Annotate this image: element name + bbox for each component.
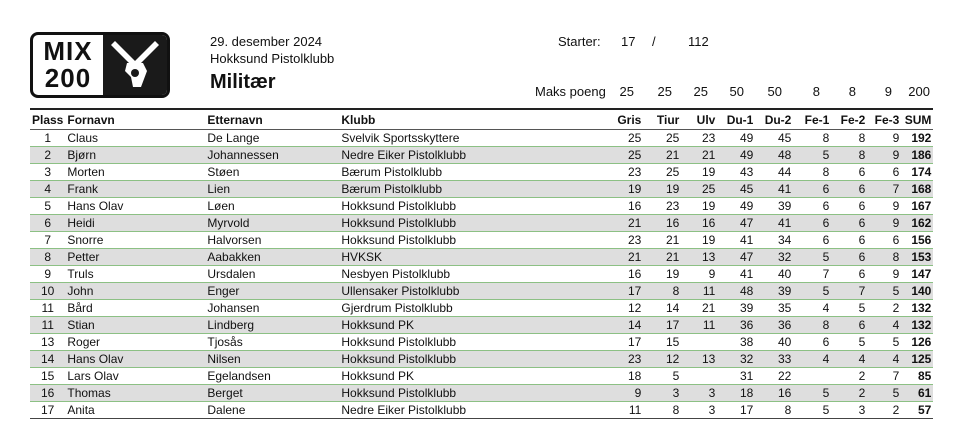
cell-fornavn: Bjørn — [65, 147, 205, 164]
cell-plass: 1 — [30, 130, 65, 147]
table-row — [30, 334, 933, 351]
maks-tiur: 25 — [657, 84, 672, 99]
table-row — [30, 130, 933, 147]
cell-du-2: 44 — [755, 164, 793, 181]
cell-gris: 17 — [607, 283, 643, 300]
cell-sum: 174 — [901, 164, 933, 181]
maks-ulv: 25 — [693, 84, 708, 99]
cell-etternavn: De Lange — [205, 130, 339, 147]
cell-etternavn: Lien — [205, 181, 339, 198]
cell-plass: 11 — [30, 317, 65, 334]
cell-tiur: 19 — [643, 181, 681, 198]
cell-fe-2: 2 — [831, 368, 867, 385]
cell-klubb: Hokksund PK — [339, 368, 607, 385]
cell-gris: 23 — [607, 351, 643, 368]
cell-tiur: 25 — [643, 164, 681, 181]
cell-etternavn: Egelandsen — [205, 368, 339, 385]
cell-etternavn: Myrvold — [205, 215, 339, 232]
cell-etternavn: Tjosås — [205, 334, 339, 351]
cell-fornavn: Petter — [65, 249, 205, 266]
cell-fe-1 — [793, 368, 831, 385]
cell-klubb: Bærum Pistolklubb — [339, 181, 607, 198]
cell-ulv: 9 — [681, 266, 717, 283]
cell-sum: 162 — [901, 215, 933, 232]
maks-sum: 200 — [908, 84, 930, 99]
cell-plass: 8 — [30, 249, 65, 266]
cell-fe-2: 6 — [831, 198, 867, 215]
cell-du-1: 32 — [717, 351, 755, 368]
cell-etternavn: Dalene — [205, 402, 339, 419]
column-header-sum: SUM — [901, 109, 933, 130]
cell-sum: 140 — [901, 283, 933, 300]
cell-sum: 156 — [901, 232, 933, 249]
cell-tiur: 19 — [643, 266, 681, 283]
cell-fe-2: 6 — [831, 266, 867, 283]
cell-fe-1: 5 — [793, 249, 831, 266]
cell-du-1: 31 — [717, 368, 755, 385]
cell-fe-2: 6 — [831, 249, 867, 266]
cell-du-1: 47 — [717, 215, 755, 232]
cell-sum: 132 — [901, 300, 933, 317]
cell-plass: 15 — [30, 368, 65, 385]
cell-fornavn: Hans Olav — [65, 351, 205, 368]
cell-ulv: 11 — [681, 283, 717, 300]
cell-gris: 23 — [607, 164, 643, 181]
cell-fornavn: Stian — [65, 317, 205, 334]
cell-klubb: Ullensaker Pistolklubb — [339, 283, 607, 300]
cell-ulv — [681, 368, 717, 385]
cell-plass: 3 — [30, 164, 65, 181]
maks-du-1: 50 — [729, 84, 744, 99]
cell-du-2: 8 — [755, 402, 793, 419]
cell-fe-2: 6 — [831, 164, 867, 181]
cell-fe-2: 5 — [831, 300, 867, 317]
cell-fe-2: 5 — [831, 334, 867, 351]
column-header-gris: Gris — [607, 109, 643, 130]
starter-total: 112 — [688, 34, 709, 49]
cell-du-2: 39 — [755, 198, 793, 215]
cell-fornavn: Snorre — [65, 232, 205, 249]
cell-du-2: 39 — [755, 283, 793, 300]
cell-du-2: 35 — [755, 300, 793, 317]
column-header-du-2: Du-2 — [755, 109, 793, 130]
cell-ulv: 13 — [681, 249, 717, 266]
column-header-du-1: Du-1 — [717, 109, 755, 130]
table-row — [30, 283, 933, 300]
table-row — [30, 300, 933, 317]
cell-fe-3: 9 — [867, 215, 901, 232]
cell-gris: 14 — [607, 317, 643, 334]
cell-plass: 13 — [30, 334, 65, 351]
cell-fe-3: 9 — [867, 266, 901, 283]
cell-klubb: Bærum Pistolklubb — [339, 164, 607, 181]
cell-fornavn: Heidi — [65, 215, 205, 232]
maks-du-2: 50 — [767, 84, 782, 99]
cell-du-2: 40 — [755, 334, 793, 351]
table-row — [30, 181, 933, 198]
cell-gris: 16 — [607, 266, 643, 283]
results-table — [30, 108, 933, 419]
table-row — [30, 249, 933, 266]
cell-plass: 7 — [30, 232, 65, 249]
column-header-ulv: Ulv — [681, 109, 717, 130]
cell-etternavn: Berget — [205, 385, 339, 402]
cell-fe-2: 8 — [831, 130, 867, 147]
column-header-klubb: Klubb — [339, 109, 607, 130]
cell-plass: 6 — [30, 215, 65, 232]
cell-fe-3: 5 — [867, 283, 901, 300]
column-header-fornavn: Fornavn — [65, 109, 205, 130]
cell-fornavn: Frank — [65, 181, 205, 198]
maks-fe-2: 8 — [848, 84, 856, 99]
cell-fornavn: Claus — [65, 130, 205, 147]
table-header-row — [30, 109, 933, 130]
cell-sum: 57 — [901, 402, 933, 419]
cell-plass: 17 — [30, 402, 65, 419]
cell-etternavn: Ursdalen — [205, 266, 339, 283]
cell-fe-1: 5 — [793, 402, 831, 419]
cell-fe-2: 4 — [831, 351, 867, 368]
cell-etternavn: Støen — [205, 164, 339, 181]
cell-fornavn: Thomas — [65, 385, 205, 402]
cell-du-1: 47 — [717, 249, 755, 266]
cell-fe-1: 7 — [793, 266, 831, 283]
cell-tiur: 16 — [643, 215, 681, 232]
maks-fe-1: 8 — [812, 84, 820, 99]
cell-fe-3: 6 — [867, 164, 901, 181]
cell-ulv: 16 — [681, 215, 717, 232]
table-row — [30, 351, 933, 368]
cell-tiur: 21 — [643, 232, 681, 249]
cell-gris: 21 — [607, 215, 643, 232]
cell-plass: 4 — [30, 181, 65, 198]
cell-plass: 2 — [30, 147, 65, 164]
cell-fe-3: 2 — [867, 402, 901, 419]
cell-sum: 167 — [901, 198, 933, 215]
cell-sum: 186 — [901, 147, 933, 164]
cell-ulv: 21 — [681, 147, 717, 164]
cell-klubb: Nedre Eiker Pistolklubb — [339, 402, 607, 419]
cell-fe-3: 5 — [867, 334, 901, 351]
cell-sum: 85 — [901, 368, 933, 385]
cell-du-1: 48 — [717, 283, 755, 300]
cell-du-1: 38 — [717, 334, 755, 351]
cell-fe-2: 6 — [831, 317, 867, 334]
cell-gris: 23 — [607, 232, 643, 249]
cell-fe-1: 5 — [793, 147, 831, 164]
cell-fe-1: 5 — [793, 385, 831, 402]
cell-ulv: 3 — [681, 385, 717, 402]
cell-du-1: 43 — [717, 164, 755, 181]
cell-fe-3: 4 — [867, 351, 901, 368]
cell-klubb: Svelvik Sportsskyttere — [339, 130, 607, 147]
table-row — [30, 385, 933, 402]
cell-fe-1: 8 — [793, 164, 831, 181]
cell-du-2: 34 — [755, 232, 793, 249]
cell-sum: 61 — [901, 385, 933, 402]
table-row — [30, 317, 933, 334]
table-row — [30, 147, 933, 164]
maks-fe-3: 9 — [884, 84, 892, 99]
cell-tiur: 3 — [643, 385, 681, 402]
table-row — [30, 198, 933, 215]
cell-fe-2: 6 — [831, 181, 867, 198]
cell-klubb: Gjerdrum Pistolklubb — [339, 300, 607, 317]
cell-fe-3: 9 — [867, 198, 901, 215]
starter-count: 17 — [621, 34, 636, 49]
cell-fe-3: 9 — [867, 147, 901, 164]
starter-label: Starter: — [558, 34, 601, 49]
cell-du-1: 41 — [717, 266, 755, 283]
cell-gris: 21 — [607, 249, 643, 266]
cell-fe-3: 6 — [867, 232, 901, 249]
cell-ulv — [681, 334, 717, 351]
cell-klubb: Nesbyen Pistolklubb — [339, 266, 607, 283]
cell-fornavn: Roger — [65, 334, 205, 351]
cell-fe-1: 8 — [793, 317, 831, 334]
cell-plass: 11 — [30, 300, 65, 317]
cell-sum: 168 — [901, 181, 933, 198]
cell-fornavn: Hans Olav — [65, 198, 205, 215]
cell-tiur: 12 — [643, 351, 681, 368]
cell-du-2: 45 — [755, 130, 793, 147]
cell-fe-2: 6 — [831, 215, 867, 232]
cell-du-1: 49 — [717, 130, 755, 147]
cell-gris: 17 — [607, 334, 643, 351]
cell-gris: 9 — [607, 385, 643, 402]
cell-tiur: 5 — [643, 368, 681, 385]
table-row — [30, 402, 933, 419]
results-body — [30, 130, 933, 419]
cell-du-1: 17 — [717, 402, 755, 419]
cell-fornavn: Anita — [65, 402, 205, 419]
cell-etternavn: Lindberg — [205, 317, 339, 334]
cell-tiur: 21 — [643, 147, 681, 164]
cell-tiur: 8 — [643, 402, 681, 419]
page-title: Militær — [210, 71, 276, 93]
column-header-fe-2: Fe-2 — [831, 109, 867, 130]
cell-fornavn: John — [65, 283, 205, 300]
cell-fe-1: 4 — [793, 300, 831, 317]
cell-gris: 25 — [607, 130, 643, 147]
cell-fe-3: 9 — [867, 130, 901, 147]
cell-fe-1: 5 — [793, 283, 831, 300]
cell-etternavn: Halvorsen — [205, 232, 339, 249]
cell-du-1: 36 — [717, 317, 755, 334]
cell-du-2: 22 — [755, 368, 793, 385]
cell-klubb: Hokksund Pistolklubb — [339, 351, 607, 368]
cell-fe-3: 8 — [867, 249, 901, 266]
cell-du-2: 41 — [755, 215, 793, 232]
cell-etternavn: Johannessen — [205, 147, 339, 164]
competition-date: 29. desember 2024 — [210, 34, 323, 49]
cell-klubb: Hokksund Pistolklubb — [339, 198, 607, 215]
cell-plass: 9 — [30, 266, 65, 283]
column-header-etternavn: Etternavn — [205, 109, 339, 130]
cell-sum: 192 — [901, 130, 933, 147]
cell-fe-2: 8 — [831, 147, 867, 164]
logo-line-2: 200 — [44, 63, 92, 93]
cell-fe-2: 3 — [831, 402, 867, 419]
cell-ulv: 21 — [681, 300, 717, 317]
cell-ulv: 13 — [681, 351, 717, 368]
cell-fornavn: Truls — [65, 266, 205, 283]
table-row — [30, 266, 933, 283]
cell-klubb: Nedre Eiker Pistolklubb — [339, 147, 607, 164]
cell-etternavn: Nilsen — [205, 351, 339, 368]
cell-sum: 126 — [901, 334, 933, 351]
cell-tiur: 14 — [643, 300, 681, 317]
table-row — [30, 232, 933, 249]
cell-ulv: 25 — [681, 181, 717, 198]
table-row — [30, 368, 933, 385]
cell-plass: 16 — [30, 385, 65, 402]
cell-du-1: 39 — [717, 300, 755, 317]
cell-ulv: 19 — [681, 232, 717, 249]
cell-fe-3: 7 — [867, 368, 901, 385]
cell-fe-1: 6 — [793, 181, 831, 198]
cell-fe-3: 7 — [867, 181, 901, 198]
maks-poeng-label: Maks poeng — [535, 84, 606, 99]
cell-sum: 125 — [901, 351, 933, 368]
cell-etternavn: Løen — [205, 198, 339, 215]
cell-gris: 16 — [607, 198, 643, 215]
cell-ulv: 3 — [681, 402, 717, 419]
cell-sum: 147 — [901, 266, 933, 283]
cell-gris: 19 — [607, 181, 643, 198]
cell-plass: 14 — [30, 351, 65, 368]
cell-tiur: 23 — [643, 198, 681, 215]
cell-klubb: HVKSK — [339, 249, 607, 266]
cell-etternavn: Aabakken — [205, 249, 339, 266]
crossed-pistols-icon — [103, 35, 167, 95]
cell-ulv: 23 — [681, 130, 717, 147]
cell-fe-1: 8 — [793, 130, 831, 147]
cell-etternavn: Johansen — [205, 300, 339, 317]
cell-etternavn: Enger — [205, 283, 339, 300]
cell-fe-2: 6 — [831, 232, 867, 249]
cell-du-2: 16 — [755, 385, 793, 402]
cell-fe-3: 4 — [867, 317, 901, 334]
cell-du-2: 36 — [755, 317, 793, 334]
cell-du-1: 18 — [717, 385, 755, 402]
cell-klubb: Hokksund Pistolklubb — [339, 232, 607, 249]
cell-klubb: Hokksund Pistolklubb — [339, 334, 607, 351]
cell-fe-1: 6 — [793, 334, 831, 351]
cell-fe-3: 2 — [867, 300, 901, 317]
cell-fe-1: 6 — [793, 232, 831, 249]
column-header-plass: Plass — [30, 109, 65, 130]
cell-du-2: 41 — [755, 181, 793, 198]
cell-sum: 132 — [901, 317, 933, 334]
cell-fe-2: 7 — [831, 283, 867, 300]
host-club: Hokksund Pistolklubb — [210, 51, 335, 66]
cell-fe-3: 5 — [867, 385, 901, 402]
cell-du-1: 49 — [717, 198, 755, 215]
cell-du-2: 40 — [755, 266, 793, 283]
cell-plass: 5 — [30, 198, 65, 215]
cell-fe-1: 6 — [793, 198, 831, 215]
cell-fornavn: Morten — [65, 164, 205, 181]
cell-fe-1: 6 — [793, 215, 831, 232]
cell-fe-2: 2 — [831, 385, 867, 402]
table-row — [30, 215, 933, 232]
table-row — [30, 164, 933, 181]
starter-separator: / — [652, 34, 656, 49]
column-header-tiur: Tiur — [643, 109, 681, 130]
cell-klubb: Hokksund Pistolklubb — [339, 215, 607, 232]
cell-klubb: Hokksund PK — [339, 317, 607, 334]
cell-gris: 12 — [607, 300, 643, 317]
cell-tiur: 17 — [643, 317, 681, 334]
mix200-logo — [30, 32, 170, 98]
logo-text — [33, 35, 103, 95]
cell-ulv: 19 — [681, 198, 717, 215]
cell-sum: 153 — [901, 249, 933, 266]
cell-tiur: 25 — [643, 130, 681, 147]
cell-gris: 18 — [607, 368, 643, 385]
cell-gris: 11 — [607, 402, 643, 419]
cell-du-2: 33 — [755, 351, 793, 368]
cell-ulv: 11 — [681, 317, 717, 334]
cell-fornavn: Bård — [65, 300, 205, 317]
cell-du-1: 49 — [717, 147, 755, 164]
cell-tiur: 21 — [643, 249, 681, 266]
column-header-fe-3: Fe-3 — [867, 109, 901, 130]
logo-line-1: MIX — [43, 36, 93, 66]
cell-tiur: 15 — [643, 334, 681, 351]
cell-klubb: Hokksund Pistolklubb — [339, 385, 607, 402]
cell-fornavn: Lars Olav — [65, 368, 205, 385]
cell-tiur: 8 — [643, 283, 681, 300]
column-header-fe-1: Fe-1 — [793, 109, 831, 130]
cell-ulv: 19 — [681, 164, 717, 181]
cell-du-2: 32 — [755, 249, 793, 266]
cell-du-1: 45 — [717, 181, 755, 198]
maks-gris: 25 — [619, 84, 634, 99]
cell-du-2: 48 — [755, 147, 793, 164]
cell-plass: 10 — [30, 283, 65, 300]
cell-du-1: 41 — [717, 232, 755, 249]
cell-gris: 25 — [607, 147, 643, 164]
cell-fe-1: 4 — [793, 351, 831, 368]
